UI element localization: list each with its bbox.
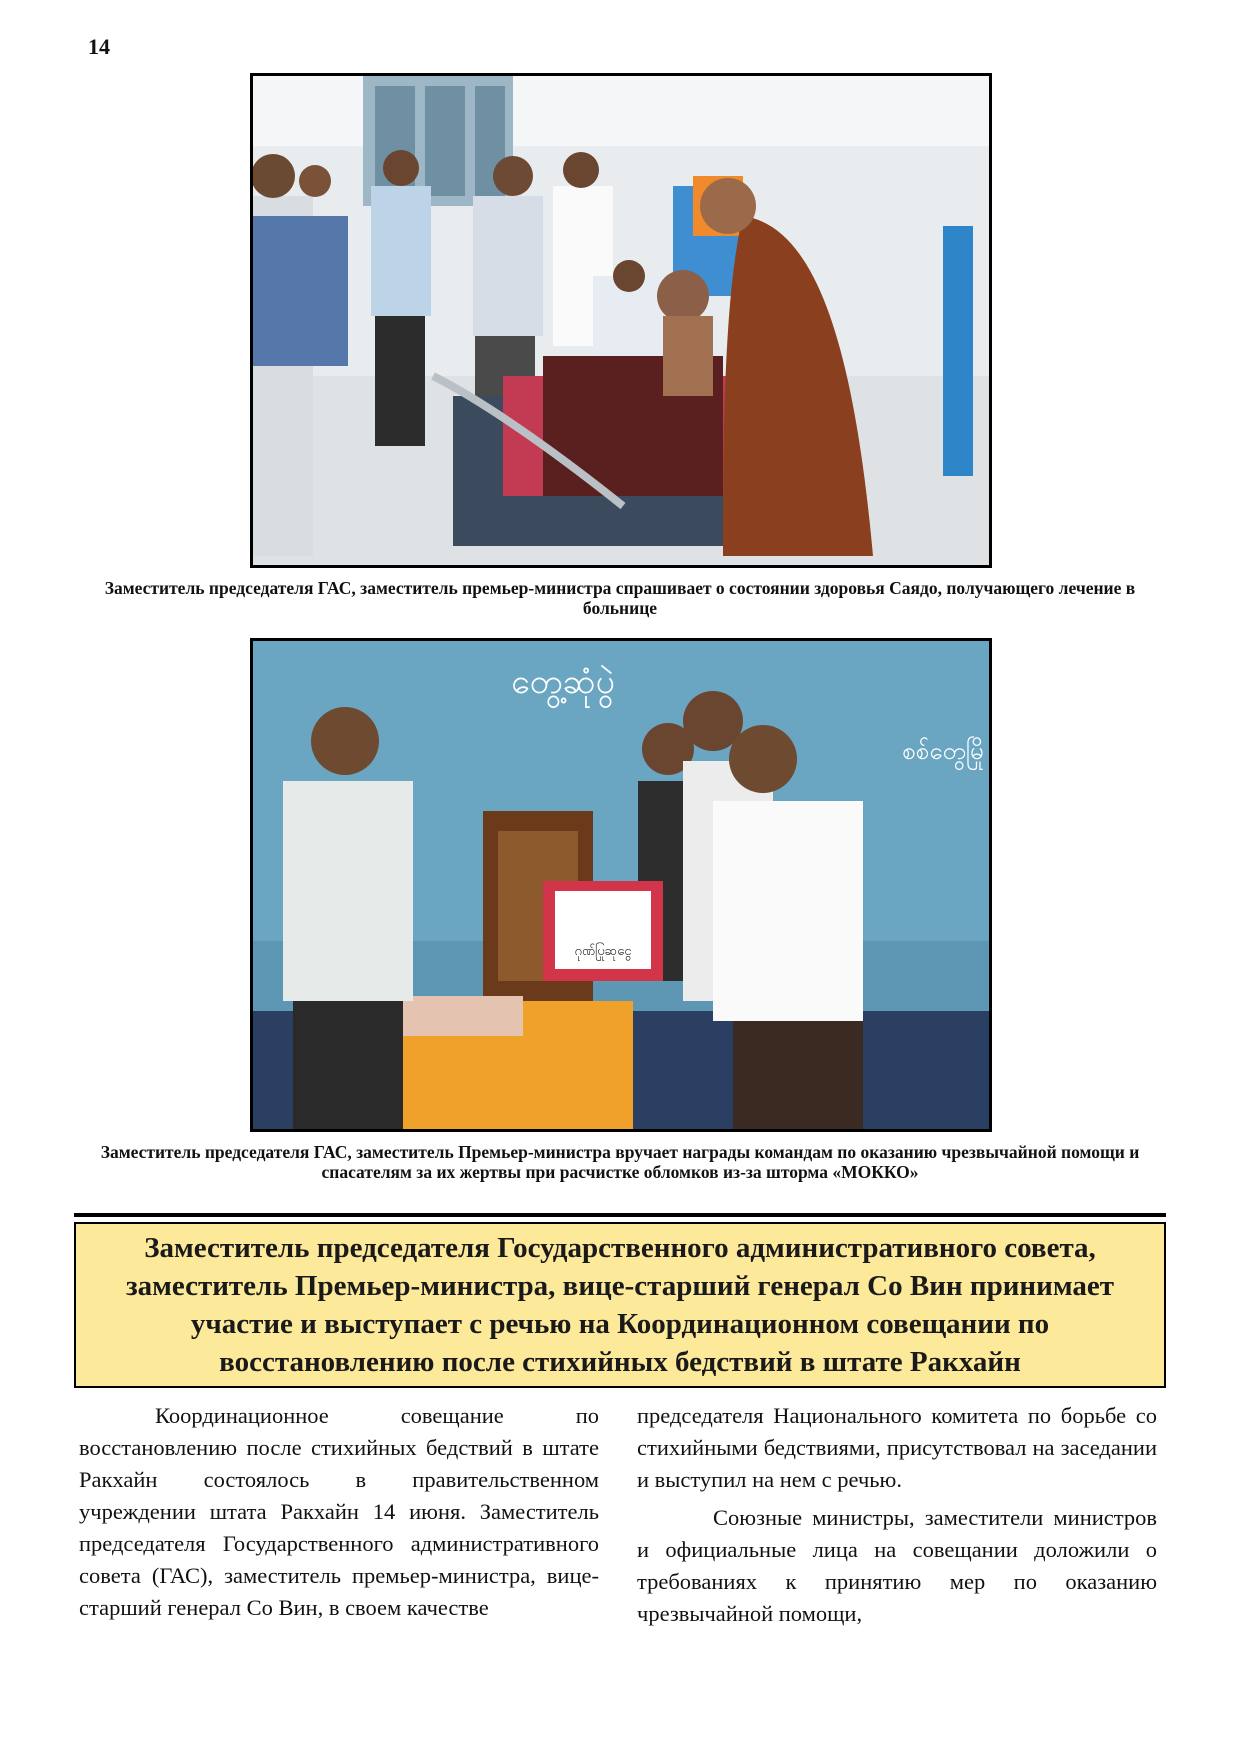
headline-box — [74, 1222, 1166, 1388]
article-paragraph: Координационное совещание по восстановлению после стихийных бедствий в штате Ракхайн состоялось в правительственном учреждении штата Ракхайн 14 июня. Заместитель председателя Государственного административного совета (ГАС), заместитель премьер-министра, вице-старший генерал Со Вин, в своем качестве — [79, 1403, 599, 1620]
award-presentation-photo — [250, 638, 992, 1132]
article-paragraph: председателя Национального комитета по борьбе со стихийными бедствиями, присутствовал на заседании и выступил на нем с речью. — [637, 1403, 1157, 1492]
gift-box-label: ဂုဏ်ပြုဆုငွေ — [574, 944, 632, 959]
hospital-visit-photo — [250, 73, 992, 568]
backdrop-text-main: တွေ့ဆုံပွဲ — [511, 662, 615, 702]
article-right-column — [637, 1400, 1157, 1636]
article-paragraph: Союзные министры, заместители министров и официальные лица на совещании доложили о требованиях к принятию мер по оказанию чрезвычайной помощи, — [637, 1505, 1157, 1626]
article-headline: Заместитель председателя Государственного административного совета, заместитель Премьер-министра, вице-старший генерал Со Вин принимает участие и выступает с речью на Координационном совещании по восстановлению после стихийных бедствий в штате Ракхайн — [125, 1232, 1115, 1378]
article-left-column — [79, 1400, 599, 1630]
hospital-visit-caption: Заместитель председателя ГАС, заместитель премьер-министра спрашивает о состоянии здоровья Саядо, получающего лечение в больнице — [104, 578, 1136, 618]
award-presentation-caption: Заместитель председателя ГАС, заместитель Премьер-министра вручает награды командам по оказанию чрезвычайной помощи и спасателям за их жертвы при расчистке обломков из-за шторма «МОККО» — [100, 1142, 1140, 1182]
backdrop-text-side: စစ်တွေမြို — [902, 737, 984, 765]
award-scene-illustration — [253, 641, 989, 1129]
page-number: 14 — [88, 34, 110, 59]
hospital-scene-illustration — [253, 76, 989, 565]
section-divider — [74, 1213, 1166, 1217]
